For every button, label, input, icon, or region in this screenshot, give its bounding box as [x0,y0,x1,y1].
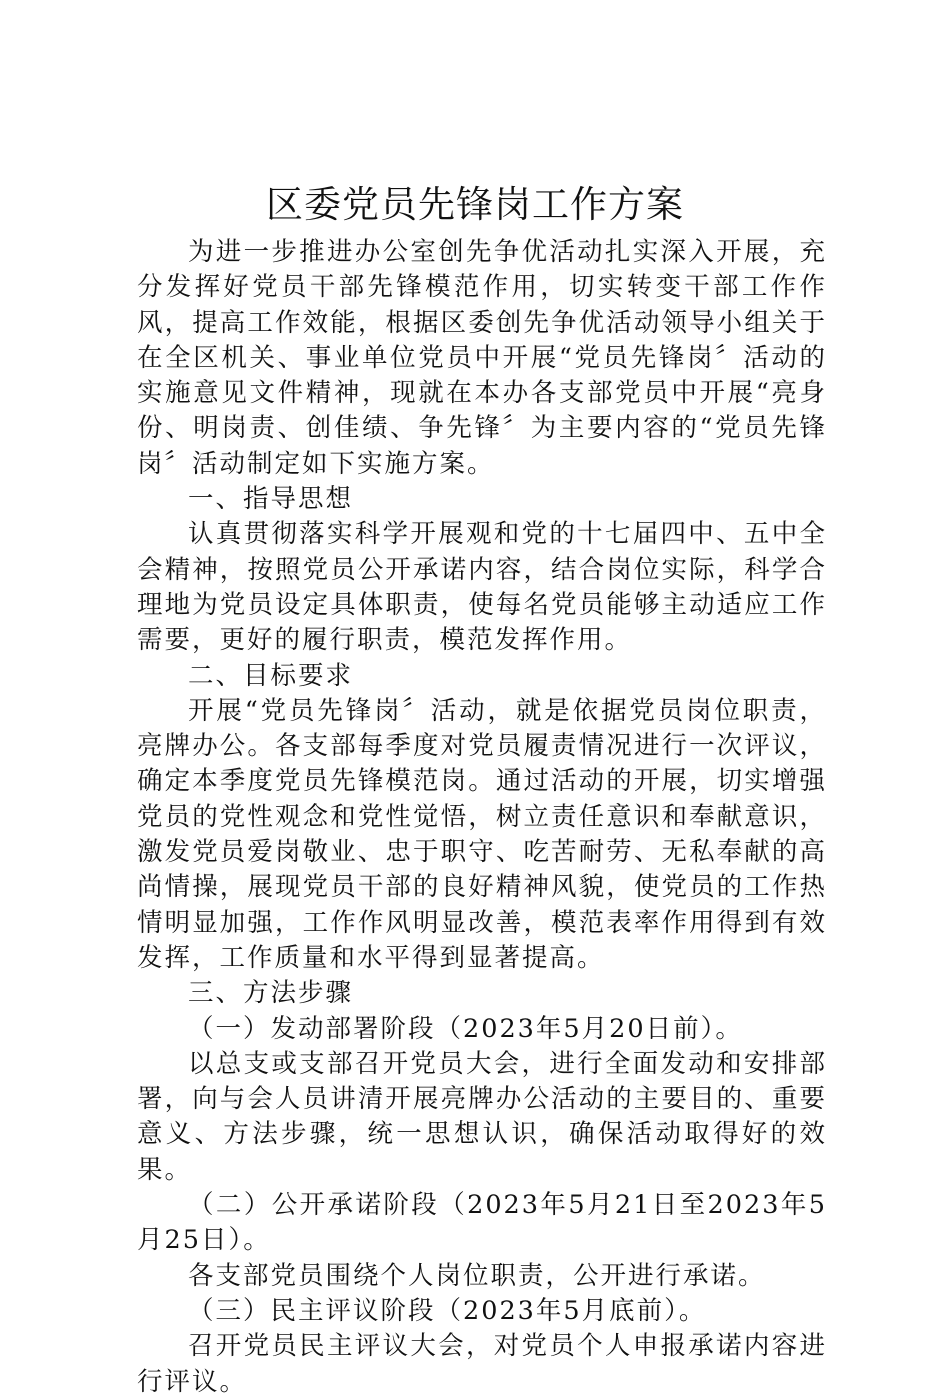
section-heading-goals: 二、目标要求 [188,660,354,691]
step-two-paragraph: 各支部党员围绕个人岗位职责，公开进行承诺。 [188,1260,766,1291]
intro-paragraph: 为进一步推进办公室创先争优活动扎实深入开展，充分发挥好党员干部先锋模范作用，切实转变干部工作作风，提高工作效能，根据区委创先争优活动领导小组关于在全区机关、事业单位党员中开展“党员先锋岗〞活动的实施意见文件精神，现就在本办各支部党员中开展“亮身份、明岗责、创佳绩、争先锋〞为主要内容的“党员先锋岗〞活动制定如下实施方案。 [137,237,827,479]
step-two-heading: （二）公开承诺阶段（2023年5月21日至2023年5月25日）。 [137,1190,827,1256]
document-title: 区委党员先锋岗工作方案 [266,183,684,226]
section-heading-guiding-thought: 一、指导思想 [188,484,354,515]
section-heading-methods: 三、方法步骤 [188,978,354,1009]
step-three-paragraph: 召开党员民主评议大会，对党员个人申报承诺内容进行评议。 [137,1331,827,1397]
step-one-paragraph: 以总支或支部召开党员大会，进行全面发动和安排部署，向与会人员讲清开展亮牌办公活动的主要目的、重要意义、方法步骤，统一思想认识，确保活动取得好的效果。 [137,1048,827,1185]
guiding-thought-paragraph: 认真贯彻落实科学开展观和党的十七届四中、五中全会精神，按照党员公开承诺内容，结合岗位实际，科学合理地为党员设定具体职责，使每名党员能够主动适应工作需要，更好的履行职责，模范发挥作用。 [137,519,827,656]
goals-paragraph: 开展“党员先锋岗〞活动，就是依据党员岗位职责，亮牌办公。各支部每季度对党员履责情况进行一次评议，确定本季度党员先锋模范岗。通过活动的开展，切实增强党员的党性观念和党性觉悟，树立责任意识和奉献意识，激发党员爱岗敬业、忠于职守、吃苦耐劳、无私奉献的高尚情操，展现党员干部的良好精神风貌，使党员的工作热情明显加强，工作作风明显改善，模范表率作用得到有效发挥，工作质量和水平得到显著提高。 [137,695,827,973]
document-body [137,235,827,1400]
step-one-heading: （一）发动部署阶段（2023年5月20日前）。 [188,1013,743,1044]
step-three-heading: （三）民主评议阶段（2023年5月底前）。 [188,1295,707,1326]
